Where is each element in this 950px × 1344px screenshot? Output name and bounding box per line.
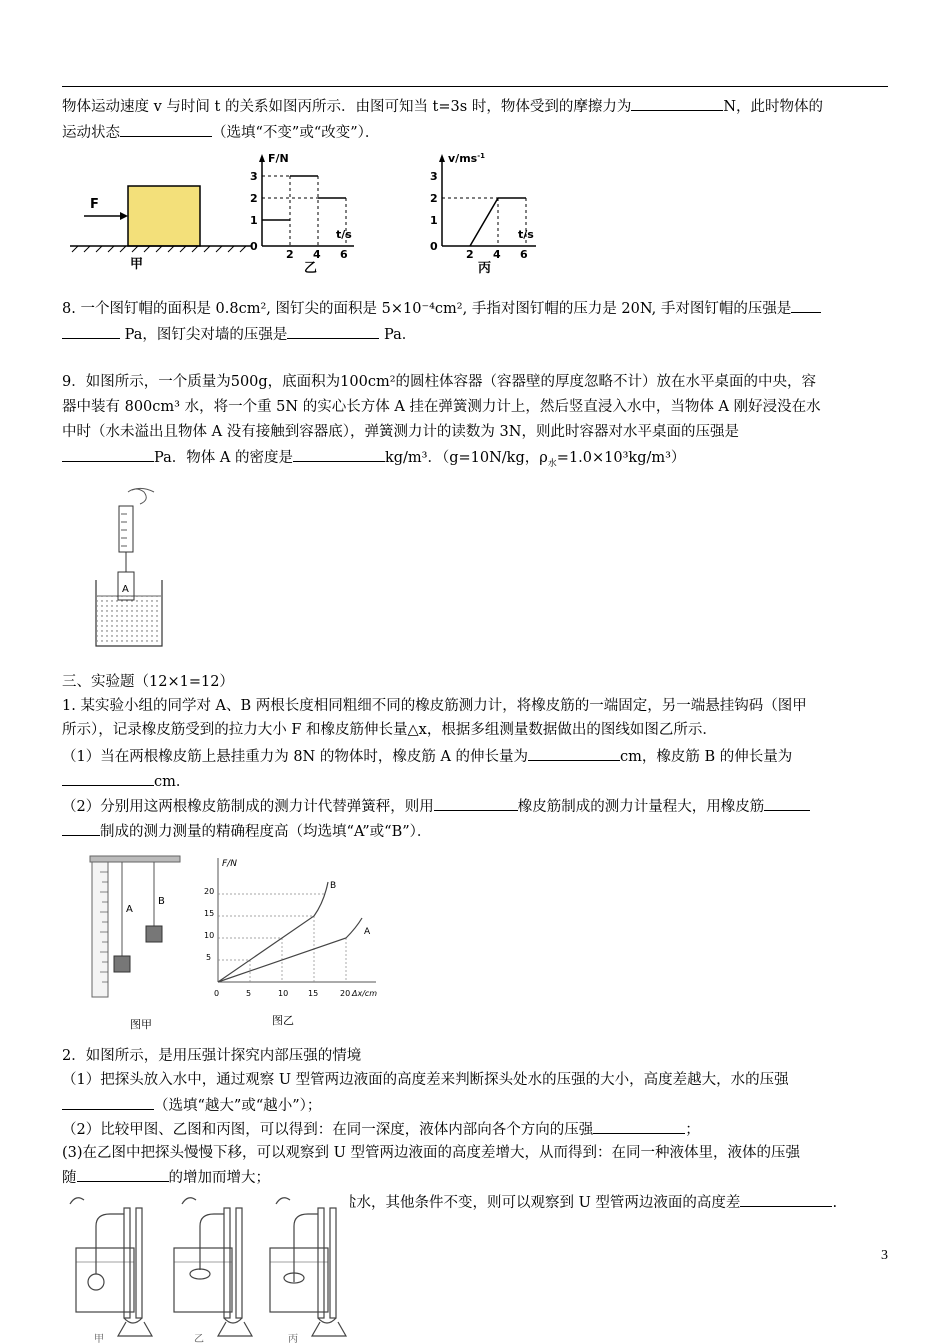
answer-blank[interactable] <box>62 821 100 836</box>
svg-text:A: A <box>364 927 371 937</box>
fig-caption-jia: 甲 <box>130 257 144 272</box>
svg-text:Δx/cm: Δx/cm <box>352 989 378 998</box>
answer-blank[interactable] <box>631 96 723 111</box>
svg-text:4: 4 <box>493 248 501 261</box>
svg-text:0: 0 <box>214 989 220 998</box>
svg-text:6: 6 <box>520 248 528 261</box>
band-B-label: B <box>158 896 165 907</box>
q8-line1: 8. 一个图钉帽的面积是 0.8cm², 图钉尖的面积是 5×10⁻⁴cm², 手指对图钉帽的压力是 20N, 手对图钉帽的压强是 <box>62 298 892 319</box>
svg-text:2: 2 <box>250 192 258 205</box>
svg-text:10: 10 <box>204 931 215 940</box>
q7-line2: 运动状态 （选填“不变”或“改变”）． <box>62 122 892 143</box>
header-rule <box>62 86 888 87</box>
q9-line1: 9．如图所示，一个质量为500g，底面积为100cm²的圆柱体容器（容器壁的厚度忽略不计）放在水平桌面的中央，容 <box>62 374 817 390</box>
answer-blank[interactable] <box>528 746 620 761</box>
svg-text:1: 1 <box>250 214 258 227</box>
svg-text:F/N: F/N <box>222 859 237 869</box>
figure-pressure-gauges <box>62 1186 350 1344</box>
svg-text:F/N: F/N <box>268 152 289 165</box>
svg-text:20: 20 <box>340 989 351 998</box>
svg-text:15: 15 <box>308 989 319 998</box>
graph-line-A <box>218 918 362 982</box>
answer-blank[interactable] <box>120 122 212 137</box>
gauge-caption-bing: 丙 <box>288 1334 298 1344</box>
answer-blank[interactable] <box>293 447 385 462</box>
section3-title: 三、实验题（12×1=12） <box>62 674 234 690</box>
svg-text:15: 15 <box>204 909 215 918</box>
s3q1-line2: 所示），记录橡皮筋受到的拉力大小 F 和橡皮筋伸长量△x，根据多组测量数据做出的图线如图乙所示． <box>62 722 717 738</box>
s3q2-line6: 随 的增加而增大； <box>62 1167 892 1188</box>
s3q2-line3: （选填“越大”或“越小”）； <box>62 1095 892 1116</box>
figure-jia <box>70 186 252 272</box>
svg-text:5: 5 <box>206 953 212 962</box>
svg-text:0: 0 <box>430 240 438 253</box>
svg-text:B: B <box>330 881 337 891</box>
svg-text:4: 4 <box>313 248 321 261</box>
answer-blank[interactable] <box>764 796 810 811</box>
svg-text:t/s: t/s <box>336 228 352 241</box>
answer-blank[interactable] <box>287 324 379 339</box>
answer-blank[interactable] <box>62 771 154 786</box>
svg-text:3: 3 <box>250 170 258 183</box>
answer-blank[interactable] <box>77 1167 169 1182</box>
figure-yi <box>250 152 354 275</box>
q9-line3: 中时（水未溢出且物体 A 没有接触到容器底），弹簧测力计的读数为 3N，则此时容器对水平桌面的压强是 <box>62 424 739 440</box>
fig-caption-bing: 丙 <box>478 261 492 275</box>
q9-line4: Pa．物体 A 的密度是 kg/m³．（g=10N/kg，$\rho_水=1.0\times 10^3kg/m^3$） <box>62 447 892 468</box>
figure-bing <box>430 152 536 275</box>
svg-text:2: 2 <box>466 248 474 261</box>
s3q1-line6: 制成的测力测量的精确程度高（均选填“A”或“B”）． <box>62 821 892 842</box>
s3q1-line4: cm． <box>62 771 892 792</box>
gauge-caption-yi: 乙 <box>194 1334 204 1344</box>
s3q2-line4: （2）比较甲图、乙图和丙图，可以得到：在同一深度，液体内部向各个方向的压强 ； <box>62 1119 892 1140</box>
svg-text:20: 20 <box>204 887 215 896</box>
fig-caption-tuyi: 图乙 <box>272 1014 294 1027</box>
s3q2-line5: (3)在乙图中把探头慢慢下移，可以观察到 U 型管两边液面的高度差增大，从而得到：在同一种液体里，液体的压强 <box>62 1145 800 1161</box>
answer-blank[interactable] <box>791 298 821 313</box>
s3q2-line7: 盐水，其他条件不变，则可以观察到 U 型管两边液面的高度差 . <box>342 1192 902 1213</box>
band-A-label: A <box>126 904 133 915</box>
s3q1-line3: （1）当在两根橡皮筋上悬挂重力为 8N 的物体时，橡皮筋 A 的伸长量为 cm，橡皮筋 B 的伸长量为 <box>62 746 892 767</box>
svg-text:10: 10 <box>278 989 289 998</box>
svg-text:0: 0 <box>250 240 258 253</box>
figure-rubber-bands <box>88 852 198 1032</box>
svg-text:1: 1 <box>430 214 438 227</box>
answer-blank[interactable] <box>62 324 120 339</box>
gauge-caption-jia: 甲 <box>94 1334 104 1344</box>
answer-blank[interactable] <box>62 447 154 462</box>
s3q2-line2: （1）把探头放入水中，通过观察 U 型管两边液面的高度差来判断探头处水的压强的大小，高度差越大，水的压强 <box>62 1072 789 1088</box>
answer-blank[interactable] <box>62 1095 154 1110</box>
q8-line2: Pa，图钉尖对墙的压强是 Pa． <box>62 324 892 345</box>
force-label: F <box>90 197 99 212</box>
svg-text:t/s: t/s <box>518 228 534 241</box>
answer-blank[interactable] <box>740 1192 832 1207</box>
svg-text:6: 6 <box>340 248 348 261</box>
fig-caption-tujia: 图甲 <box>130 1018 152 1031</box>
s3q1-line1: 1. 某实验小组的同学对 A、B 两根长度相同粗细不同的橡皮筋测力计，将橡皮筋的一端固定，另一端悬挂钩码（图甲 <box>62 698 807 714</box>
svg-text:v/ms-1: $v/ms^{-1}$ <box>448 152 485 165</box>
graph-line-B <box>218 882 328 982</box>
answer-blank[interactable] <box>434 796 518 811</box>
q9-line2: 器中装有 800cm³ 水，将一个重 5N 的实心长方体 A 挂在弹簧测力计上，然后竖直浸入水中，当物体 A 刚好浸没在水 <box>62 399 821 415</box>
svg-text:2: 2 <box>430 192 438 205</box>
svg-text:3: 3 <box>430 170 438 183</box>
answer-blank[interactable] <box>593 1119 685 1134</box>
figure-force-extension-graph <box>198 852 388 1032</box>
q7-line1: 物体运动速度 v 与时间 t 的关系如图丙所示．由图可知当 t=3s 时，物体受到的摩擦力为 N，此时物体的 <box>62 96 892 117</box>
q9-figure-spring-scale <box>90 484 170 654</box>
page-number: 3 <box>881 1248 888 1263</box>
fig-caption-yi: 乙 <box>304 261 318 275</box>
q7-figures <box>62 150 582 275</box>
svg-text:2: 2 <box>286 248 294 261</box>
s3q1-line5: （2）分别用这两根橡皮筋制成的测力计代替弹簧秤，则用 橡皮筋制成的测力计量程大，用橡皮筋 <box>62 796 892 817</box>
object-A-label: A <box>122 584 129 595</box>
s3q2-line1: 2．如图所示，是用压强计探究内部压强的情境 <box>62 1048 362 1064</box>
svg-text:5: 5 <box>246 989 252 998</box>
